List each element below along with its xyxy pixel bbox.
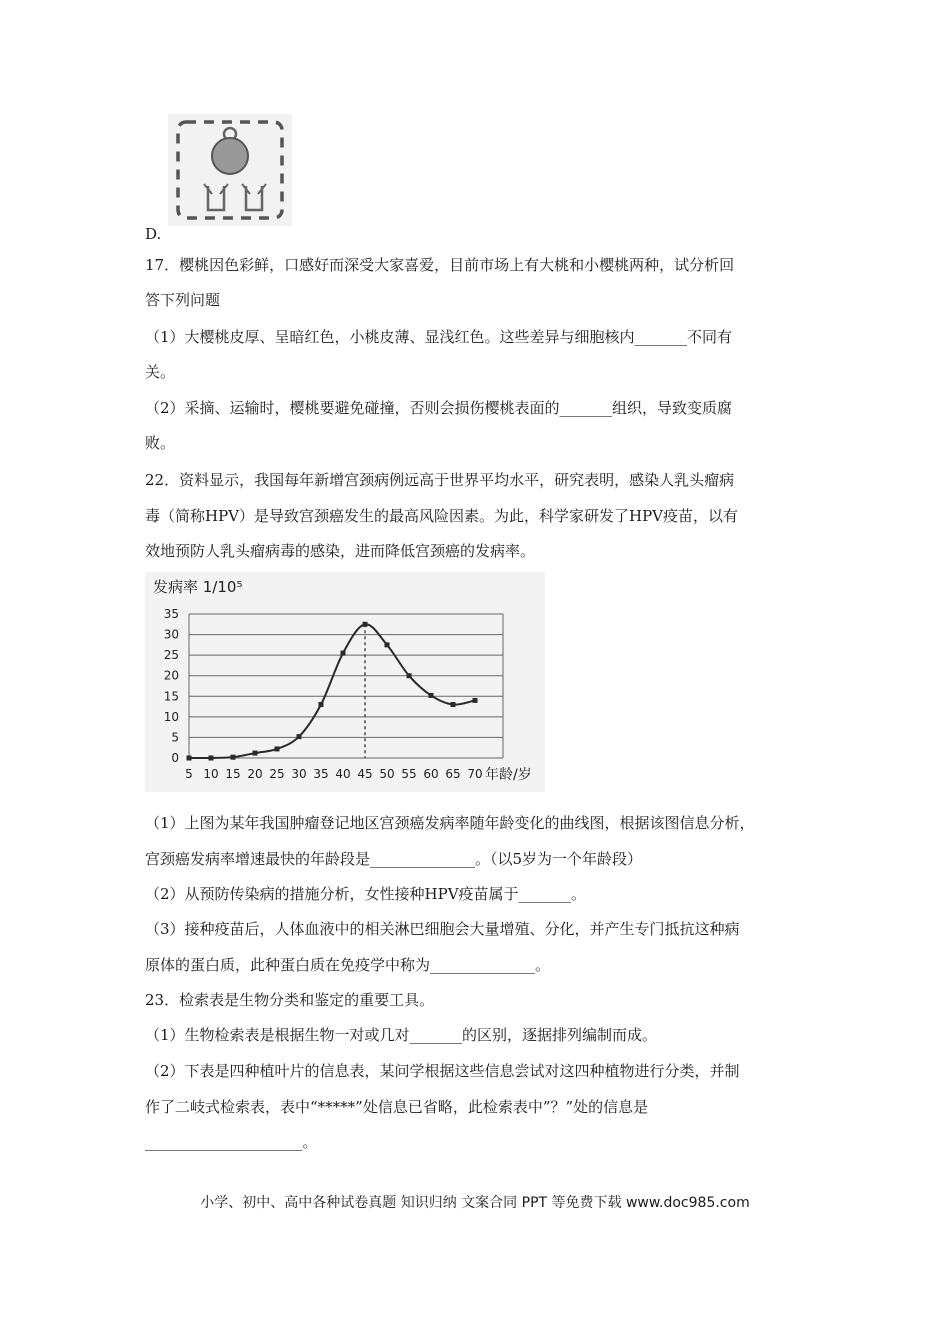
data-point [275, 746, 280, 751]
incidence-chart [145, 572, 545, 792]
x-tick-label: 35 [313, 767, 329, 781]
organelle-left [208, 186, 224, 210]
q22-part1-1: （1）上图为某年我国肿瘤登记地区宫颈癌发病率随年龄变化的曲线图，根据该图信息分析， [145, 814, 755, 832]
option-d-figure [168, 114, 292, 226]
q22-part3-1: （3）接种疫苗后，人体血液中的相关淋巴细胞会大量增殖、分化，并产生专门抵抗这种病 [145, 920, 740, 938]
q17-part1-2: 关。 [145, 363, 176, 381]
data-point [341, 651, 346, 656]
q17-part2-1: （2）采摘、运输时，樱桃要避免碰撞，否则会损伤樱桃表面的_______组织，导致变质腐 [145, 399, 733, 417]
x-tick-label: 45 [357, 767, 373, 781]
organelle-right [246, 186, 262, 210]
q23-stem: 23．检索表是生物分类和鉴定的重要工具。 [145, 991, 435, 1009]
data-point [187, 756, 192, 761]
q22-stem-3: 效地预防人乳头瘤病毒的感染，进而降低宫颈癌的发病率。 [145, 542, 536, 560]
x-tick-label: 50 [379, 767, 395, 781]
page-footer: 小学、初中、高中各种试卷真题 知识归纳 文案合同 PPT 等免费下载 www.doc985.com [200, 1195, 750, 1211]
x-axis-label: 年龄/岁 [485, 767, 532, 783]
data-point [319, 702, 324, 707]
q17-stem-2: 答下列问题 [145, 291, 221, 309]
x-tick-label: 55 [401, 767, 417, 781]
q22-part3-2: 原体的蛋白质，此种蛋白质在免疫学中称为______________。 [145, 956, 551, 974]
data-point [407, 673, 412, 678]
y-tick-label: 10 [163, 709, 179, 724]
q22-stem-1: 22．资料显示，我国每年新增宫颈病例远高于世界平均水平，研究表明，感染人乳头瘤病 [145, 471, 735, 489]
incidence-series-line [189, 624, 475, 758]
q22-part1-2: 宫颈癌发病率增速最快的年龄段是______________。（以5岁为一个年龄段） [145, 850, 643, 868]
q17-part1-1: （1）大樱桃皮厚、呈暗红色，小桃皮薄、显浅红色。这些差异与细胞核内_______不同有 [145, 328, 733, 346]
y-tick-label: 25 [163, 648, 179, 663]
x-tick-label: 20 [247, 767, 263, 781]
cell-diagram [168, 114, 292, 226]
q23-part1: （1）生物检索表是根据生物一对或几对_______的区别，逐据排列编制而成。 [145, 1026, 658, 1044]
data-point [231, 755, 236, 760]
y-tick-label: 35 [163, 607, 179, 621]
x-tick-label: 15 [225, 767, 241, 781]
x-tick-label: 60 [423, 767, 439, 781]
q23-part2-3: _____________________。 [145, 1133, 318, 1151]
q17-stem-1: 17．樱桃因色彩鲜，口感好而深受大家喜爱，目前市场上有大桃和小樱桃两种，试分析回 [145, 256, 735, 274]
x-tick-label: 65 [445, 767, 461, 781]
data-point [363, 622, 368, 627]
option-d-label: D. [145, 225, 162, 243]
y-tick-label: 30 [163, 627, 179, 642]
incidence-chart-svg [145, 572, 545, 792]
q22-part2: （2）从预防传染病的措施分析，女性接种HPV疫苗属于_______。 [145, 885, 587, 903]
q22-stem-2: 毒（简称HPV）是导致宫颈癌发生的最高风险因素。为此，科学家研发了HPV疫苗，以有 [145, 507, 739, 525]
q17-part2-2: 败。 [145, 434, 176, 452]
x-tick-label: 40 [335, 767, 351, 781]
data-point [297, 734, 302, 739]
nucleus [212, 138, 248, 174]
y-tick-label: 0 [171, 751, 179, 765]
y-tick-label: 15 [163, 689, 179, 704]
data-point [473, 698, 478, 703]
data-point [253, 751, 258, 756]
chart-title: 发病率 1/10⁵ [153, 578, 243, 596]
data-point [209, 756, 214, 761]
q23-part2-1: （2）下表是四种植叶片的信息表，某问学根据这些信息尝试对这四种植物进行分类，并制 [145, 1062, 740, 1080]
x-tick-label: 5 [185, 767, 193, 781]
q23-part2-2: 作了二岐式检索表，表中“*****”处信息已省略，此检索表中”？”处的信息是 [145, 1098, 649, 1116]
data-point [385, 642, 390, 647]
x-tick-label: 30 [291, 767, 307, 781]
data-point [451, 702, 456, 707]
y-tick-label: 20 [163, 668, 179, 683]
x-tick-label: 70 [467, 767, 483, 781]
y-tick-label: 5 [171, 730, 179, 745]
x-tick-label: 10 [203, 767, 219, 781]
data-point [429, 693, 434, 698]
x-tick-label: 25 [269, 767, 285, 781]
